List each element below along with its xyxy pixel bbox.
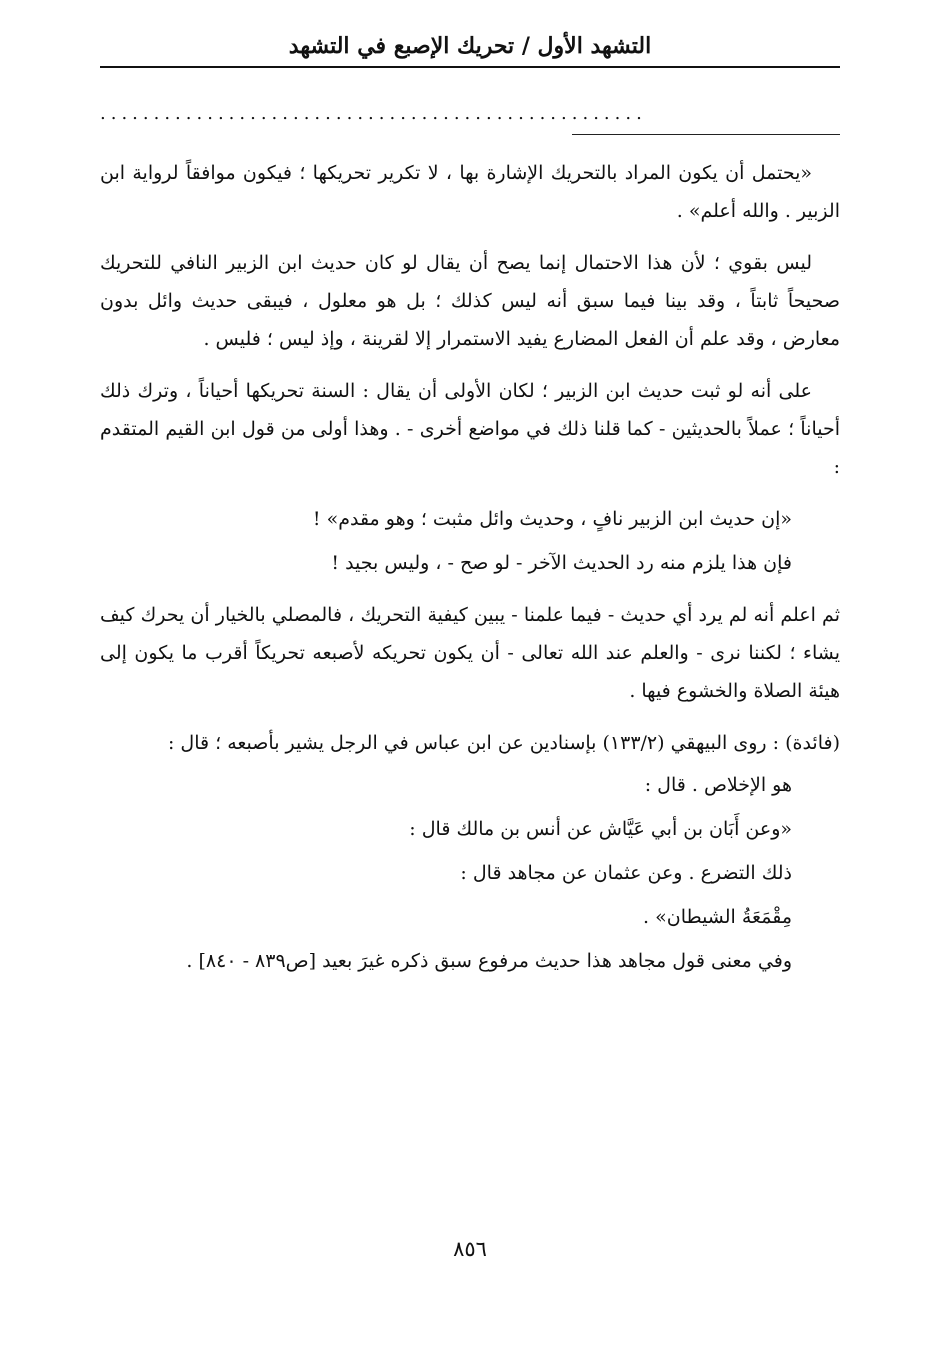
paragraph-quote-ibn-hajar: «يحتمل أن يكون المراد بالتحريك الإشارة بها ، لا تكرير تحريكها ؛ فيكون موافقاً لرواية ابن الزبير . والله أعلم» . — [100, 162, 840, 222]
quote-ibn-alqayyim: «إن حديث ابن الزبير نافٍ ، وحديث وائل مثبت ؛ وهو مقدم» ! — [312, 508, 792, 530]
paragraph-benefit: (فائدة) : روى البيهقي (١٣٣/٢) بإسنادين عن ابن عباس في الرجل يشير بأصبعه ؛ قال : — [167, 732, 840, 754]
quote-tadarru: ذلك التضرع . وعن عثمان عن مجاهد قال : — [460, 862, 792, 884]
main-text — [100, 154, 840, 986]
quote-miqmaah: مِقْمَعَةُ الشيطان» . — [643, 906, 792, 928]
footnote-separator-rule — [572, 134, 840, 135]
page-number: ٨٥٦ — [453, 1237, 487, 1261]
quote-comment: فإن هذا يلزم منه رد الحديث الآخر - لو صح - ، وليس بجيد ! — [331, 552, 792, 574]
paragraph-manner-of-moving: ثم اعلم أنه لم يرد أي حديث - فيما علمنا - يبين كيفية التحريك ، فالمصلي بالخيار أن يحرك كيف يشاء ؛ لكننا نرى - والعلم عند الله تعالى - أن يكون تحريكه لأصبعه تحريكاً أقرب ما يكون إلى هيئة الصلاة والخشوع فيها . — [100, 604, 840, 702]
header-rule — [100, 66, 840, 68]
paragraph-alternative-view: على أنه لو ثبت حديث ابن الزبير ؛ لكان الأولى أن يقال : السنة تحريكها أحياناً ، وترك ذلك أحياناً ؛ عملاً بالحديثين - كما قلنا ذلك في مواضع أخرى - . وهذا أولى من قول ابن القيم المتقدم : — [100, 380, 840, 478]
paragraph-cross-reference: وفي معنى قول مجاهد هذا حديث مرفوع سبق ذكره غيرَ بعيد [ص٨٣٩ - ٨٤٠] . — [186, 950, 792, 972]
paragraph-rebuttal: ليس بقوي ؛ لأن هذا الاحتمال إنما يصح أن يقال لو كان حديث ابن الزبير النافي للتحريك صحيحاً ثابتاً ، وقد بينا فيما سبق أنه ليس كذلك ؛ بل هو معلول ، فيبقى حديث وائل بدون معارض ، وقد علم أن الفعل المضارع يفيد الاستمرار إلا لقرينة ، وإذ ليس ؛ فليس . — [100, 252, 840, 350]
running-header: التشهد الأول / تحريك الإصبع في التشهد — [288, 33, 652, 59]
quote-ikhlas: هو الإخلاص . قال : — [644, 774, 792, 796]
footnote-continuation-dots: ................................................... — [100, 104, 647, 124]
quote-aban: «وعن أَبَان بن أبي عَيَّاش عن أنس بن مالك قال : — [409, 818, 792, 840]
